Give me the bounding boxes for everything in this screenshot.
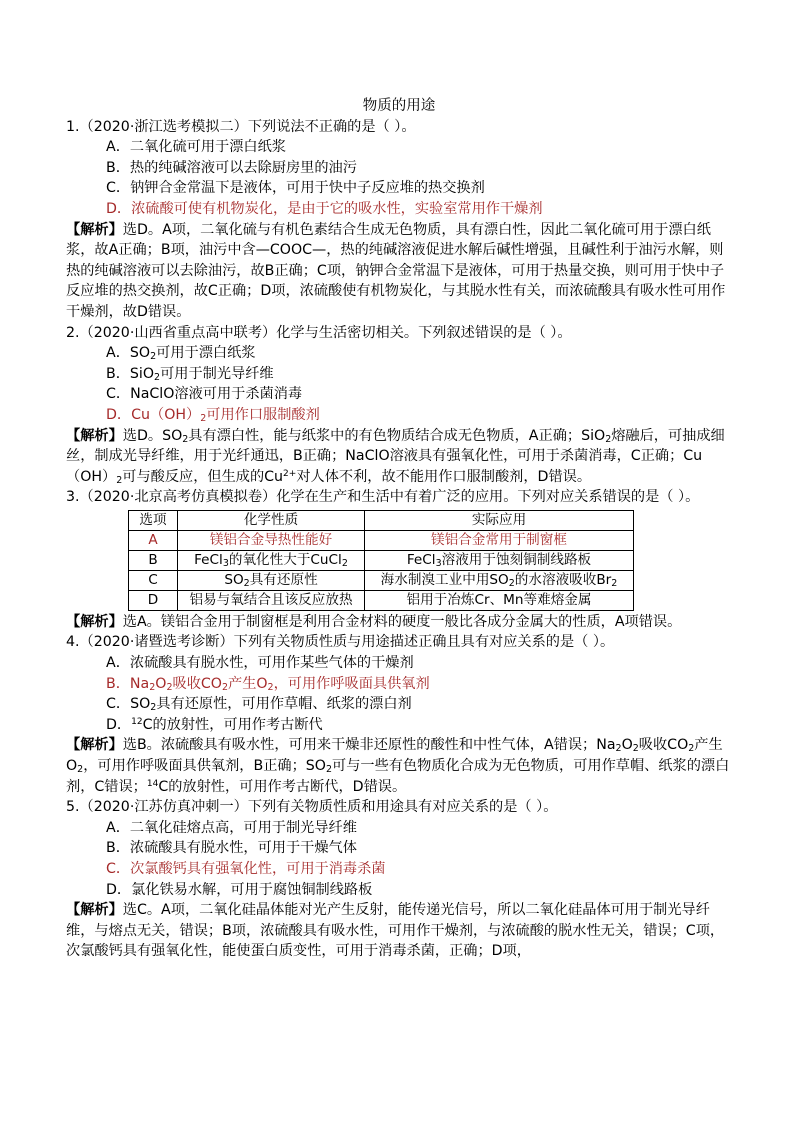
table-header: 实际应用 [365, 510, 634, 530]
q4-option-d [66, 715, 732, 736]
q2-analysis [66, 426, 732, 488]
q2-d-part: D．Cu（OH） [106, 406, 201, 423]
subscript: 2 [166, 681, 173, 693]
q5-option-b: B．浓硫酸具有脱水性，可用于干燥气体 [106, 840, 357, 857]
q4-analysis-part: O [621, 737, 633, 754]
q5-option-d: D．氯化铁易水解，可用于腐蚀铜制线路板 [106, 881, 373, 898]
subscript: 2 [688, 743, 695, 755]
question-5-stem: 5.（2020·江苏仿真冲刺一）下列有关物质性质和用途具有对应关系的是（ ）。 [66, 799, 558, 816]
table-cell [365, 550, 634, 570]
question-3-stem: 3.（2020·北京高考仿真模拟卷）化学在生产和生活中有着广泛的应用。下列对应关系错误的是（ ）。 [66, 489, 700, 506]
q4-analysis-part: 吸收CO [638, 737, 689, 754]
cell-part: FeCl [194, 552, 223, 569]
q4-b-part: B．Na [106, 675, 150, 692]
question-1-stem: 1.（2020·浙江选考模拟二）下列说法不正确的是（ ）。 [66, 118, 416, 135]
subscript: 2 [182, 433, 189, 445]
table-cell [178, 570, 365, 590]
subscript: 3 [222, 558, 229, 570]
cell-part: FeCl [406, 552, 436, 569]
table-row [129, 570, 634, 590]
q2-analysis-part: 可与酸反应，但生成的Cu [122, 468, 284, 485]
analysis-tag: 【解析】 [66, 737, 123, 754]
subscript: 2 [325, 764, 332, 776]
q5-analysis [66, 900, 732, 962]
q2-analysis-part: 对人体不利，故不能用作口服制酸剂，D错误。 [296, 468, 592, 485]
subscript: 2 [605, 433, 612, 445]
q2-option-d-answer [66, 405, 732, 426]
q2-analysis-part: 具有漂白性，能与纸浆中的有色物质结合成无色物质，A正确；SiO [188, 427, 606, 444]
q4-analysis-part: ，可用作呼吸面具供氧剂，B正确；SO [83, 758, 326, 775]
analysis-tag: 【解析】 [66, 221, 123, 238]
table-header-row [129, 510, 634, 530]
cell-part: 具有还原性 [249, 572, 318, 589]
q4-analysis-part: 产生O [66, 737, 723, 775]
superscript: 12 [131, 716, 143, 727]
cell-part: 溶液用于蚀刻铜制线路板 [441, 552, 592, 569]
q4-b-part: 吸收CO [172, 675, 222, 692]
q2-a-part: 可用于漂白纸浆 [156, 345, 256, 362]
superscript: 14 [146, 778, 159, 789]
superscript: 2+ [283, 468, 297, 479]
subscript: 2 [632, 743, 639, 755]
table-cell: 铝易与氧结合且该反应放热 [178, 590, 365, 610]
q4-analysis-part: 选B。浓硫酸具有吸水性，可用来干燥非还原性的酸性和中性气体，A错误；Na [122, 737, 616, 754]
subscript: 2 [243, 578, 250, 590]
cell-part: SO [224, 572, 244, 589]
table-cell: 镁铝合金常用于制窗框 [365, 530, 634, 550]
q1-option-c: C．钠钾合金常温下是液体，可用于快中子反应堆的热交换剂 [106, 180, 485, 197]
table-header: 选项 [129, 510, 178, 530]
q4-c-part: C．SO [106, 696, 151, 713]
q1-analysis-text: 选D。A项，二氧化硫与有机色素结合生成无色物质，具有漂白性，因此二氧化硫可用于漂白纸浆，故A正确；B项，油污中含—COOC—，热的纯碱溶液促进水解后碱性增强，且碱性利于油污水解，则热的纯碱溶液可以去除油污，故B正确；C项，钠钾合金常温下是液体，可用于热量交换，则可用于快中子反应堆的热交换剂，故C正确；D项，浓硫酸使有机物炭化，与其脱水性有关，而浓硫酸具有吸水性可用作干燥剂，故D错误。 [66, 221, 726, 320]
q4-b-part: 产生O [228, 675, 268, 692]
table-cell [365, 570, 634, 590]
table-cell: D [129, 590, 178, 610]
q4-d-part: C的放射性，可用作考古断代 [142, 716, 323, 733]
q1-option-a: A．二氧化硫可用于漂白纸浆 [106, 139, 286, 156]
subscript: 2 [221, 681, 228, 693]
q4-c-part: 具有还原性，可用作草帽、纸浆的漂白剂 [156, 696, 412, 713]
q4-analysis-part: C的放射性，可用作考古断代，D错误。 [158, 778, 407, 795]
q1-option-b: B．热的纯碱溶液可以去除厨房里的油污 [106, 159, 357, 176]
q5-option-c-answer: C．次氯酸钙具有强氧化性，可用于消毒杀菌 [106, 861, 386, 877]
table-cell: B [129, 550, 178, 570]
q4-option-b-answer [66, 674, 732, 695]
subscript: 2 [200, 412, 207, 424]
q4-b-part: ，可用作呼吸面具供氧剂 [273, 675, 430, 692]
subscript: 2 [77, 764, 84, 776]
table-row [129, 550, 634, 570]
q4-b-part: O [155, 675, 167, 692]
q2-a-part: A．SO [106, 345, 151, 362]
page-title: 物质的用途 [362, 98, 436, 114]
subscript: 2 [116, 474, 123, 486]
q4-analysis-part: 可与一些有色物质化合成为无色物质，可用作草帽、纸浆的漂白剂，C错误； [66, 758, 730, 795]
q1-option-d-answer: D．浓硫酸可使有机物炭化，是由于它的吸水性，实验室常用作干燥剂 [106, 200, 543, 217]
analysis-tag: 【解析】 [66, 902, 123, 919]
analysis-tag: 【解析】 [66, 613, 123, 630]
document-page [66, 96, 732, 962]
q1-analysis [66, 220, 732, 323]
q2-d-part: 可用作口服制酸剂 [206, 406, 320, 423]
table-cell: A [129, 530, 178, 550]
analysis-tag: 【解析】 [66, 427, 123, 444]
subscript: 2 [150, 351, 157, 363]
table-cell [178, 550, 365, 570]
subscript: 2 [615, 743, 622, 755]
subscript: 2 [267, 681, 274, 693]
table-row-a-answer [129, 530, 634, 550]
q3-analysis [66, 612, 732, 633]
question-4-stem: 4.（2020·诸暨选考诊断）下列有关物质性质与用途描述正确且具有对应关系的是（ ）。 [66, 634, 615, 651]
q3-analysis-text: 选A。镁铝合金用于制窗框是利用合金材料的硬度一般比各成分金属大的性质，A项错误。 [122, 613, 682, 630]
q5-option-a: A．二氧化硅熔点高，可用于制光导纤维 [106, 819, 357, 836]
q4-d-part: D． [106, 716, 132, 733]
subscript: 2 [508, 578, 515, 590]
q2-option-c: C．NaClO溶液可用于杀菌消毒 [106, 386, 303, 403]
table-cell: C [129, 570, 178, 590]
q2-option-b [66, 364, 732, 385]
q2-option-a [66, 343, 732, 364]
q2-analysis-part: 选D。SO [122, 427, 183, 444]
subscript: 2 [154, 371, 161, 383]
subscript: 2 [150, 702, 157, 714]
q4-option-c [66, 694, 732, 715]
q2-b-part: B．SiO [106, 365, 155, 382]
subscript: 2 [341, 558, 348, 570]
cell-part: 海水制溴工业中用SO [380, 572, 509, 589]
cell-part: 的水溶液吸收Br [514, 572, 612, 589]
q5-analysis-text: 选C。A项，二氧化硅晶体能对光产生反射，能传递光信号，所以二氧化硅晶体可用于制光导纤维，与熔点无关，错误；B项，浓硫酸具有吸水性，可用作干燥剂，与浓硫酸的脱水性无关，错误；C项，次氯酸钙具有强氧化性，能使蛋白质变性，可用于消毒杀菌，正确；D项， [66, 902, 725, 960]
q4-analysis [66, 735, 732, 797]
q2-b-part: 可用于制光导纤维 [160, 365, 274, 382]
table-header: 化学性质 [178, 510, 365, 530]
subscript: 2 [611, 578, 618, 590]
q2-analysis-part: 熔融后，可抽成细丝，制成光导纤维，用于光纤通迅，B正确；NaClO溶液具有强氧化性，可用于杀菌消毒，C正确；Cu（OH） [66, 427, 725, 485]
subscript: 3 [435, 558, 442, 570]
q4-option-a: A．浓硫酸具有脱水性，可用作某些气体的干燥剂 [106, 655, 414, 672]
question-2-stem: 2.（2020·山西省重点高中联考）化学与生活密切相关。下列叙述错误的是（ ）。 [66, 324, 572, 341]
q3-table [128, 510, 634, 611]
table-cell: 镁铝合金导热性能好 [178, 530, 365, 550]
subscript: 2 [149, 681, 156, 693]
table-cell: 铝用于冶炼Cr、Mn等难熔金属 [365, 590, 634, 610]
cell-part: 的氧化性大于CuCl [228, 552, 342, 569]
table-row [129, 590, 634, 610]
